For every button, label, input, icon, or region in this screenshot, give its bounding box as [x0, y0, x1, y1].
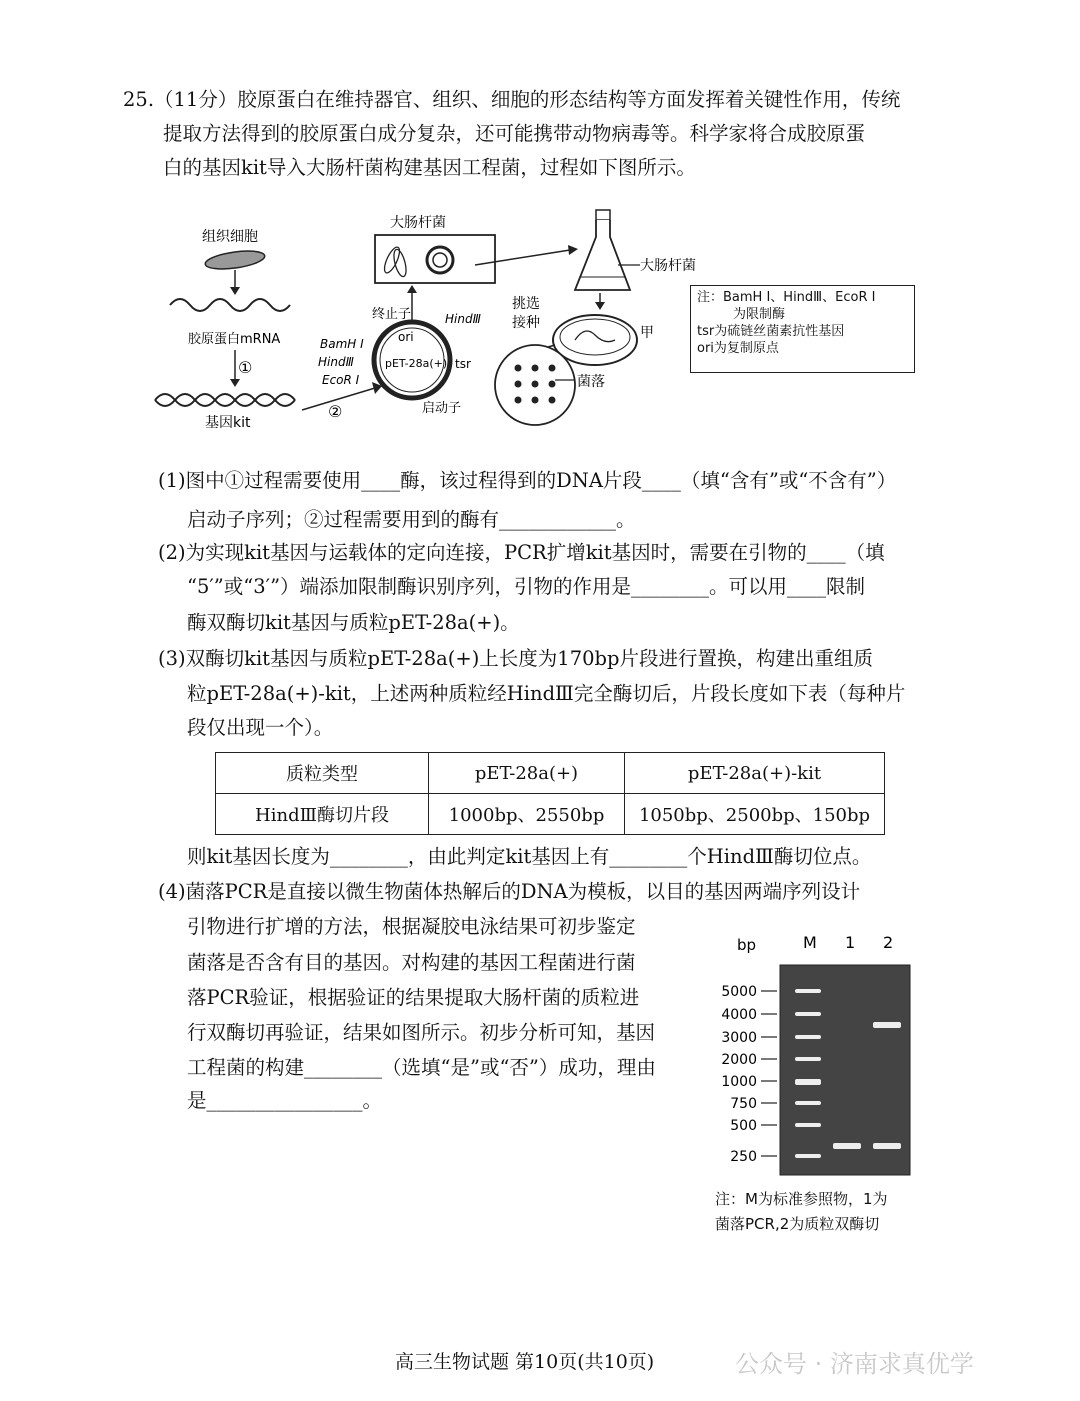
gel-note-line: 菌落PCR,2为质粒双酶切: [715, 1215, 880, 1233]
figure-note-line: 注：BamH Ⅰ、HindⅢ、EcoR Ⅰ: [697, 290, 876, 305]
label-screen-1: 挑选: [512, 296, 540, 312]
gel-note-line: 注：M为标准参照物，1为: [715, 1190, 888, 1208]
label-step-1: ①: [238, 358, 253, 377]
gel-note: [715, 1187, 888, 1237]
label-promoter: 启动子: [422, 401, 462, 416]
gel-bp-label: bp: [737, 936, 757, 954]
label-tsr: tsr: [455, 357, 471, 371]
q4-first: (4)菌落PCR是直接以微生物菌体热解后的DNA为模板，以目的基因两端序列设计: [158, 880, 861, 903]
q4-line: 工程菌的构建________（选填“是”或“否”）成功，理由: [187, 1056, 656, 1079]
q2-line-1: (2)为实现kit基因与运载体的定向连接，PCR扩增kit基因时，需要在引物的____（填: [158, 541, 885, 564]
marker-band: [795, 1035, 821, 1039]
table-header-cell: pET-28a(+): [429, 753, 625, 794]
marker-band: [795, 1057, 821, 1061]
gel-image: [715, 930, 945, 1190]
marker-label: 3000: [721, 1030, 757, 1046]
table-cell: 1000bp、2550bp: [429, 794, 625, 835]
q1-line-1: (1)图中①过程需要使用____酶，该过程得到的DNA片段____（填“含有”或“不含有”）: [158, 469, 897, 492]
label-ecoli-top: 大肠杆菌: [390, 215, 446, 231]
table-header-cell: 质粒类型: [216, 753, 429, 794]
marker-label: 2000: [721, 1052, 757, 1068]
label-step-2: ②: [328, 402, 343, 421]
marker-label: 500: [730, 1118, 757, 1134]
figure-note-line: ori为复制原点: [697, 341, 779, 356]
dna-strand-b: [155, 394, 295, 406]
q4-line: 引物进行扩增的方法，根据凝胶电泳结果可初步鉴定: [187, 915, 636, 938]
q3-line-2: 粒pET-28a(+)-kit，上述两种质粒经HindⅢ完全酶切后，片段长度如下表（每种片: [187, 682, 906, 705]
figure-note-box: [690, 285, 915, 373]
label-bamh: BamH Ⅰ: [320, 337, 364, 351]
question-line-3: 白的基因kit导入大肠杆菌构建基因工程菌，过程如下图所示。: [163, 156, 696, 179]
q1-line-2: 启动子序列；②过程需要用到的酶有____________。: [187, 508, 636, 531]
marker-band: [795, 1079, 821, 1085]
lane2-band-upper: [873, 1022, 901, 1028]
figure-note-line: 为限制酶: [733, 307, 786, 322]
q2-line-2: “5′”或“3′”）端添加限制酶识别序列，引物的作用是________。可以用____限制: [187, 575, 866, 598]
label-screen-2: 接种: [512, 315, 540, 331]
marker-band: [795, 1012, 821, 1016]
marker-band: [795, 1154, 821, 1158]
q4-line: 是________________。: [187, 1089, 383, 1112]
marker-label: 1000: [721, 1074, 757, 1090]
gel-lane-1: 1: [845, 933, 856, 952]
tissue-cell-shape: [204, 248, 266, 272]
table-cell: 1050bp、2500bp、150bp: [625, 794, 885, 835]
label-mrna: 胶原蛋白mRNA: [188, 332, 281, 347]
q3-line-3: 段仅出现一个）。: [187, 716, 334, 739]
label-flask-ecoli: 大肠杆菌: [640, 258, 696, 274]
petri-dish: [553, 315, 637, 365]
digest-table: [215, 752, 885, 835]
marker-band: [795, 1123, 821, 1127]
table-row: [216, 794, 885, 835]
label-hind-top: HindⅢ: [445, 312, 481, 326]
label-hind-left: HindⅢ: [318, 355, 354, 369]
marker-label: 250: [730, 1149, 757, 1165]
label-ori: ori: [398, 330, 414, 344]
marker-band: [795, 1101, 821, 1105]
label-colony: 菌落: [577, 374, 605, 390]
ecoli-box: [375, 235, 495, 283]
lane1-band: [833, 1143, 861, 1149]
lane2-band-lower: [873, 1143, 901, 1149]
gel-lane-2: 2: [883, 933, 894, 952]
mrna-wave: [170, 299, 290, 311]
marker-label: 5000: [721, 984, 757, 1000]
watermark: 公众号 · 济南求真优学: [735, 1350, 974, 1378]
question-line-2: 提取方法得到的胶原蛋白成分复杂，还可能携带动物病毒等。科学家将合成胶原蛋: [163, 122, 866, 145]
gel-lane-m: M: [803, 933, 817, 952]
marker-label: 750: [730, 1096, 757, 1112]
flask: [575, 220, 630, 290]
q4-line: 落PCR验证，根据验证的结果提取大肠杆菌的质粒进: [187, 986, 640, 1009]
table-cell: HindⅢ酶切片段: [216, 794, 429, 835]
q2-line-3: 酶双酶切kit基因与质粒pET-28a(+)。: [187, 611, 520, 634]
q4-line: 菌落是否含有目的基因。对构建的基因工程菌进行菌: [187, 951, 636, 974]
marker-band: [795, 989, 821, 993]
table-header-cell: pET-28a(+)-kit: [625, 753, 885, 794]
label-terminator: 终止子: [372, 307, 412, 322]
label-ecor: EcoR Ⅰ: [322, 373, 360, 387]
q3-line-1: (3)双酶切kit基因与质粒pET-28a(+)上长度为170bp片段进行置换，构建出重组质: [158, 647, 873, 670]
marker-label: 4000: [721, 1007, 757, 1023]
label-plasmid: pET-28a(+): [385, 357, 448, 370]
label-gene-kit: 基因kit: [205, 415, 251, 431]
figure-note-line: tsr为硫链丝菌素抗性基因: [697, 324, 845, 339]
question-line-1: 25.（11分）胶原蛋白在维持器官、组织、细胞的形态结构等方面发挥着关键性作用，传统: [123, 88, 901, 111]
table-header-row: [216, 753, 885, 794]
page-footer: 高三生物试题 第10页(共10页): [395, 1351, 655, 1373]
q4-line: 行双酶切再验证，结果如图所示。初步分析可知，基因: [187, 1021, 656, 1044]
q3-after: 则kit基因长度为________，由此判定kit基因上有________个HindⅢ酶切位点。: [187, 845, 872, 868]
label-jia: 甲: [640, 325, 654, 341]
label-tissue-cell: 组织细胞: [202, 229, 258, 245]
